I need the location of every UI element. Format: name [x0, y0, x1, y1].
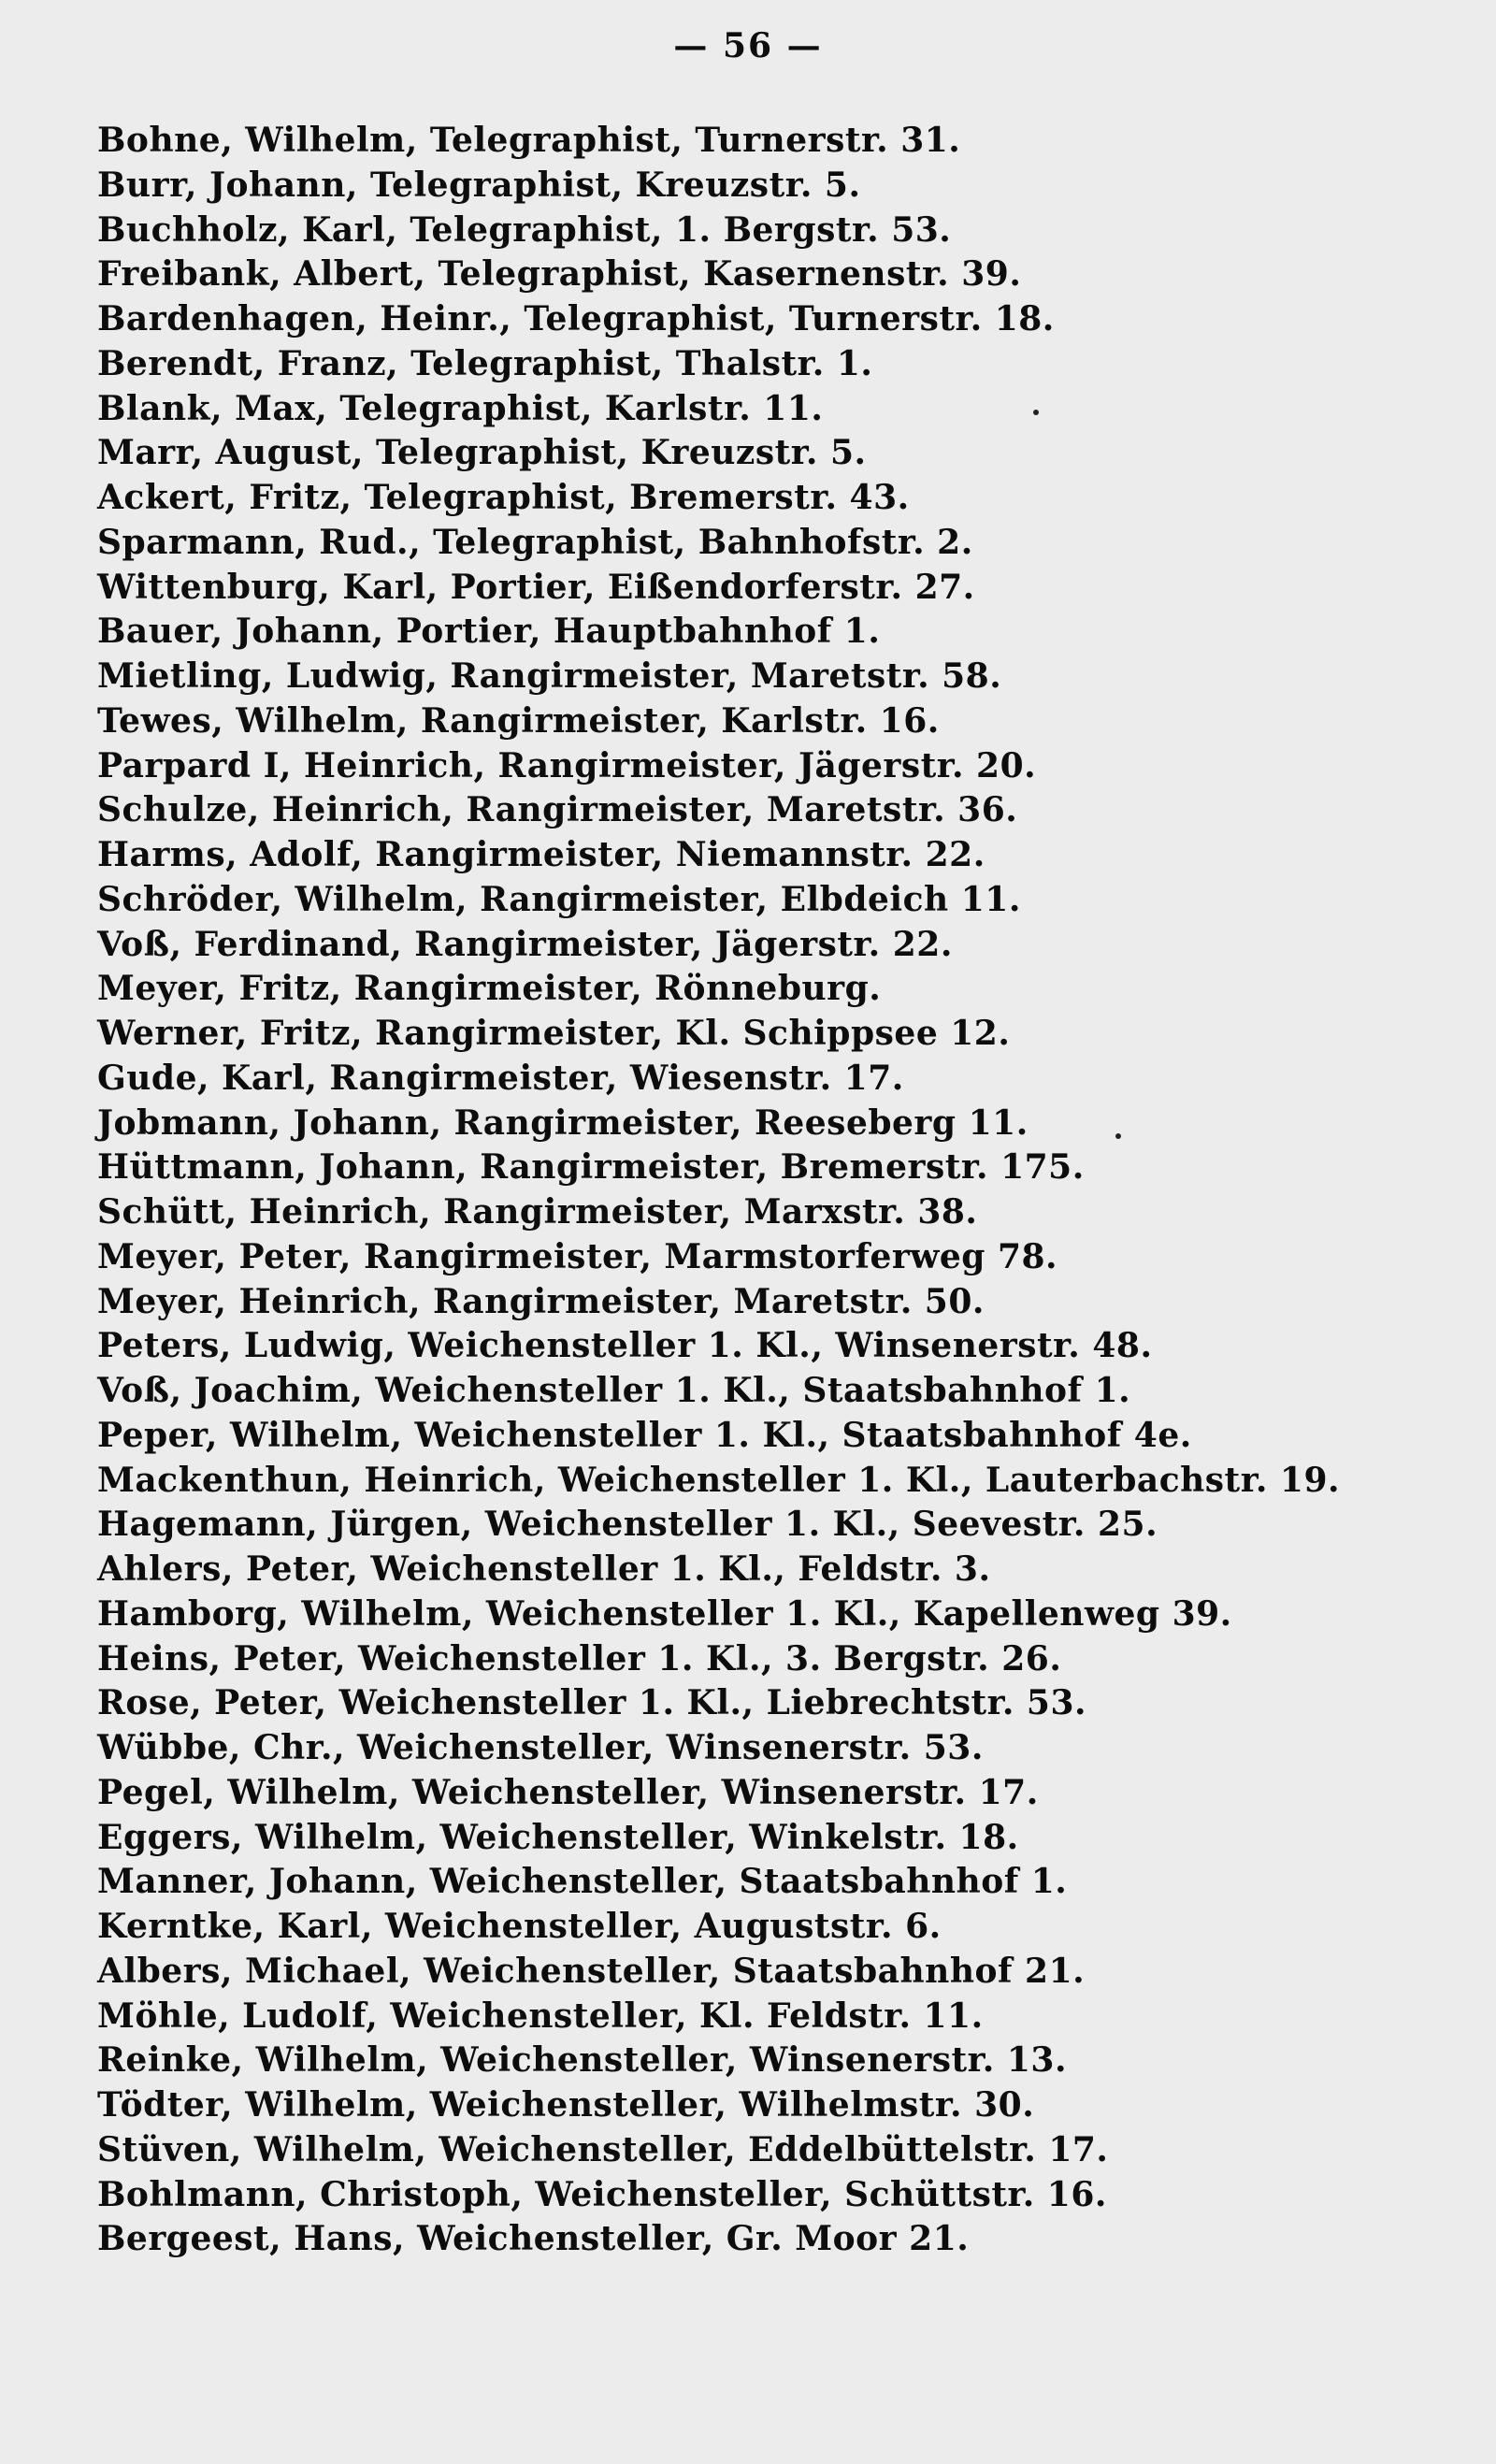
directory-entry: Harms, Adolf, Rangirmeister, Niemannstr. 22. [97, 835, 985, 874]
directory-entry: Reinke, Wilhelm, Weichensteller, Winsenerstr. 13. [97, 2040, 1067, 2081]
directory-entry: Hüttmann, Johann, Rangirmeister, Bremerstr. 175. [97, 1147, 1085, 1188]
directory-entry: Bardenhagen, Heinr., Telegraphist, Turnerstr. 18. [97, 299, 1055, 339]
directory-entry: Mietling, Ludwig, Rangirmeister, Maretstr. 58. [97, 656, 1002, 696]
directory-entry: Heins, Peter, Weichensteller 1. Kl., 3. Bergstr. 26. [97, 1638, 1062, 1679]
directory-list [97, 119, 1481, 2262]
directory-entry: Manner, Johann, Weichensteller, Staatsbahnhof 1. [97, 1862, 1068, 1902]
directory-entry: Meyer, Heinrich, Rangirmeister, Maretstr. 50. [97, 1281, 985, 1321]
directory-entry: Parpard I, Heinrich, Rangirmeister, Jägerstr. 20. [97, 745, 1037, 785]
directory-entry: Schulze, Heinrich, Rangirmeister, Maretstr. 36. [97, 790, 1018, 830]
directory-entry: Meyer, Fritz, Rangirmeister, Rönneburg. [97, 969, 882, 1009]
directory-entry: Bohlmann, Christoph, Weichensteller, Schüttstr. 16. [97, 2174, 1107, 2214]
directory-entry: Sparmann, Rud., Telegraphist, Bahnhofstr. 2. [97, 522, 973, 562]
directory-entry: Rose, Peter, Weichensteller 1. Kl., Liebrechtstr. 53. [97, 1683, 1087, 1723]
directory-entry: Hamborg, Wilhelm, Weichensteller 1. Kl., Kapellenweg 39. [97, 1593, 1232, 1634]
directory-entry: Ahlers, Peter, Weichensteller 1. Kl., Feldstr. 3. [97, 1549, 991, 1589]
directory-entry: Jobmann, Johann, Rangirmeister, Reeseberg 11. [97, 1102, 1028, 1143]
directory-entry: Peper, Wilhelm, Weichensteller 1. Kl., Staatsbahnhof 4e. [97, 1415, 1192, 1455]
directory-entry: Freibank, Albert, Telegraphist, Kasernenstr. 39. [97, 254, 1022, 295]
directory-entry: Peters, Ludwig, Weichensteller 1. Kl., Winsenerstr. 48. [97, 1326, 1153, 1366]
directory-entry: Schröder, Wilhelm, Rangirmeister, Elbdeich 11. [97, 879, 1021, 919]
directory-entry: Möhle, Ludolf, Weichensteller, Kl. Feldstr. 11. [97, 1996, 984, 2036]
ink-speck [1115, 1133, 1121, 1139]
ink-speck [1033, 410, 1039, 415]
directory-entry: Meyer, Peter, Rangirmeister, Marmstorferweg 78. [97, 1236, 1058, 1276]
directory-entry: Burr, Johann, Telegraphist, Kreuzstr. 5. [97, 165, 861, 205]
directory-entry: Blank, Max, Telegraphist, Karlstr. 11. [97, 388, 824, 428]
directory-entry: Hagemann, Jürgen, Weichensteller 1. Kl., Seevestr. 25. [97, 1505, 1158, 1545]
directory-entry: Tewes, Wilhelm, Rangirmeister, Karlstr. 16. [97, 700, 940, 741]
directory-entry: Pegel, Wilhelm, Weichensteller, Winsenerstr. 17. [97, 1772, 1039, 1812]
directory-entry: Eggers, Wilhelm, Weichensteller, Winkelstr. 18. [97, 1817, 1019, 1857]
directory-entry: Voß, Joachim, Weichensteller 1. Kl., Staatsbahnhof 1. [97, 1371, 1131, 1410]
directory-entry: Stüven, Wilhelm, Weichensteller, Eddelbüttelstr. 17. [97, 2129, 1109, 2169]
directory-entry: Buchholz, Karl, Telegraphist, 1. Bergstr. 53. [97, 209, 952, 250]
directory-entry: Tödter, Wilhelm, Weichensteller, Wilhelmstr. 30. [97, 2085, 1035, 2125]
directory-entry: Albers, Michael, Weichensteller, Staatsbahnhof 21. [97, 1951, 1086, 1991]
directory-entry: Wübbe, Chr., Weichensteller, Winsenerstr. 53. [97, 1728, 984, 1767]
directory-entry: Schütt, Heinrich, Rangirmeister, Marxstr. 38. [97, 1192, 978, 1232]
directory-entry: Voß, Ferdinand, Rangirmeister, Jägerstr. 22. [97, 924, 953, 964]
page-number: — 56 — [673, 26, 823, 65]
directory-entry: Wittenburg, Karl, Portier, Eißendorferstr. 27. [97, 567, 975, 607]
directory-entry: Bohne, Wilhelm, Telegraphist, Turnerstr. 31. [97, 121, 961, 160]
directory-entry: Marr, August, Telegraphist, Kreuzstr. 5. [97, 433, 867, 473]
directory-entry: Mackenthun, Heinrich, Weichensteller 1. Kl., Lauterbachstr. 19. [97, 1460, 1341, 1500]
directory-entry: Bauer, Johann, Portier, Hauptbahnhof 1. [97, 612, 881, 652]
directory-entry: Kerntke, Karl, Weichensteller, Auguststr. 6. [97, 1907, 942, 1946]
directory-entry: Ackert, Fritz, Telegraphist, Bremerstr. 43. [97, 478, 910, 517]
directory-entry: Gude, Karl, Rangirmeister, Wiesenstr. 17. [97, 1058, 904, 1098]
directory-entry: Bergeest, Hans, Weichensteller, Gr. Moor 21. [97, 2219, 970, 2259]
directory-entry: Berendt, Franz, Telegraphist, Thalstr. 1. [97, 343, 873, 383]
directory-entry: Werner, Fritz, Rangirmeister, Kl. Schippsee 12. [97, 1014, 1011, 1053]
